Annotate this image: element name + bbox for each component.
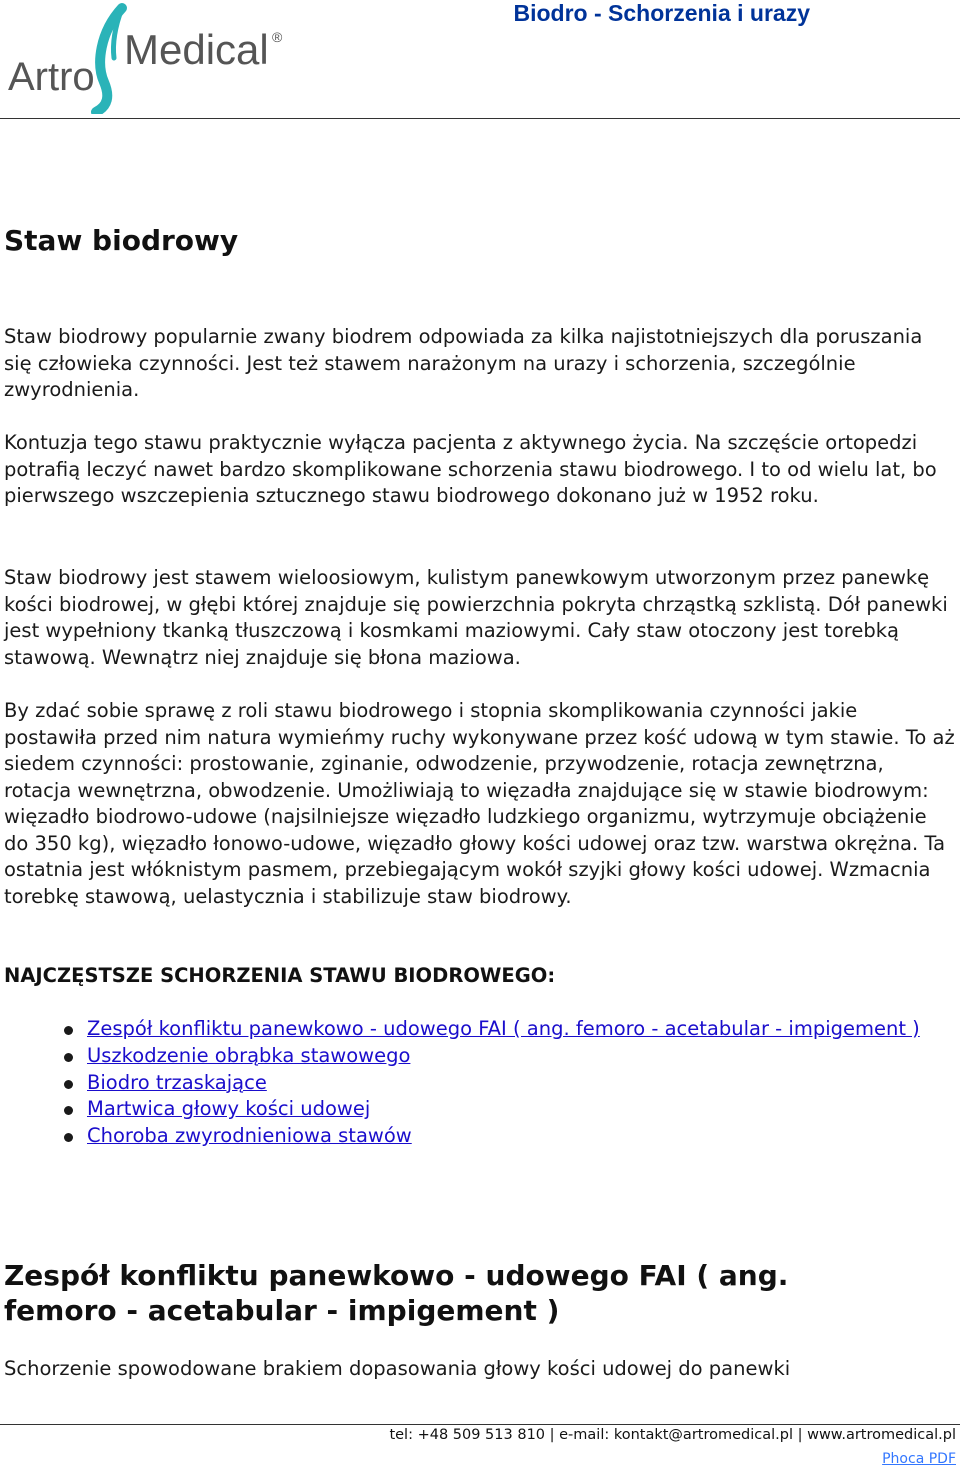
link-osteoarthritis[interactable]: Choroba zwyrodnieniowa stawów (87, 1124, 412, 1148)
subsection-title: Zespół konfliktu panewkowo - udowego FAI ( ang. femoro - acetabular - impigement ) (4, 1259, 789, 1327)
link-necrosis[interactable]: Martwica głowy kości udowej (87, 1097, 371, 1121)
list-item (0, 1016, 930, 1043)
paragraph-injury: Kontuzja tego stawu praktycznie wyłącza pacjenta z aktywnego życia. Na szczęście ortopedzi potrafią leczyć nawet bardzo skomplikowane schorzenia stawu biodrowego. I to od wielu lat, bo pierwszego wszczepienia sztucznego stawu biodrowego dokonano już w 1952 roku. (4, 431, 937, 507)
bullet-icon (64, 1080, 73, 1089)
logo-medical-text: Medical (124, 26, 269, 73)
conditions-list (0, 1016, 930, 1150)
logo-artro-text: Artro (8, 55, 95, 99)
paragraph-movements: By zdać sobie sprawę z roli stawu biodrowego i stopnia skomplikowania czynności jakie postawiła przed nim natura wymieńmy ruchy wykonywane przez kość udową w tym stawie. To aż siedem czynności: prostowanie, zginanie, odwodzenie, przywodzenie, rotacja zewnętrzna, rotacja wewnętrzna, obwodzenie. Umożliwiają to więzadła znajdujące się w stawie biodrowym: więzadło biodrowo-udowe (najsilniejsze więzadło ludzkiego organizmu, wytrzymuje obciążenie do 350 kg), więzadło łonowo-udowe, więzadło głowy kości udowej oraz tzw. warstwa okrężna. Ta ostatnia jest włóknistym pasmem, przebiegającym wokół szyjki głowy kości udowej. Wzmacnia torebkę stawową, uelastycznia i stabilizuje staw biodrowy. (4, 699, 955, 908)
artromedical-logo (4, 2, 294, 114)
list-item (0, 1123, 930, 1150)
link-fai[interactable]: Zespół konfliktu panewkowo - udowego FAI ( ang. femoro - acetabular - impigement ) (87, 1017, 920, 1040)
phoca-pdf-link[interactable]: Phoca PDF (882, 1451, 956, 1467)
paragraph-intro: Staw biodrowy popularnie zwany biodrem odpowiada za kilka najistotniejszych dla poruszania się człowieka czynności. Jest też stawem narażonym na urazy i schorzenia, szczególnie zwyrodnienia. (4, 325, 923, 401)
header-title: Biodro - Schorzenia i urazy (513, 0, 810, 26)
header-divider (0, 118, 960, 119)
logo-trademark: ® (272, 29, 283, 45)
page-title: Staw biodrowy (4, 224, 239, 257)
footer-contact: tel: +48 509 513 810 | e-mail: kontakt@artromedical.pl | www.artromedical.pl (389, 1427, 956, 1443)
link-snapping-hip[interactable]: Biodro trzaskające (87, 1070, 267, 1094)
footer-divider (0, 1424, 960, 1425)
bullet-icon (64, 1133, 73, 1142)
list-item (0, 1096, 930, 1123)
page-header (0, 0, 960, 120)
link-labrum[interactable]: Uszkodzenie obrąbka stawowego (87, 1043, 411, 1067)
bullet-icon (64, 1053, 73, 1062)
list-item (0, 1043, 930, 1070)
bullet-icon (64, 1106, 73, 1115)
paragraph-fai-intro: Schorzenie spowodowane brakiem dopasowania głowy kości udowej do panewki (4, 1357, 791, 1380)
bullet-icon (64, 1026, 73, 1035)
section-heading: NAJCZĘSTSZE SCHORZENIA STAWU BIODROWEGO: (4, 964, 556, 987)
paragraph-anatomy: Staw biodrowy jest stawem wieloosiowym, kulistym panewkowym utworzonym przez panewkę kości biodrowej, w głębi której znajduje się powierzchnia pokryta chrząstką szklistą. Dół panewki jest wypełniony tkanką tłuszczową i kosmkami maziowymi. Cały staw otoczony jest torebką stawową. Wewnątrz niej znajduje się błona maziowa. (4, 566, 948, 669)
list-item (0, 1070, 930, 1097)
